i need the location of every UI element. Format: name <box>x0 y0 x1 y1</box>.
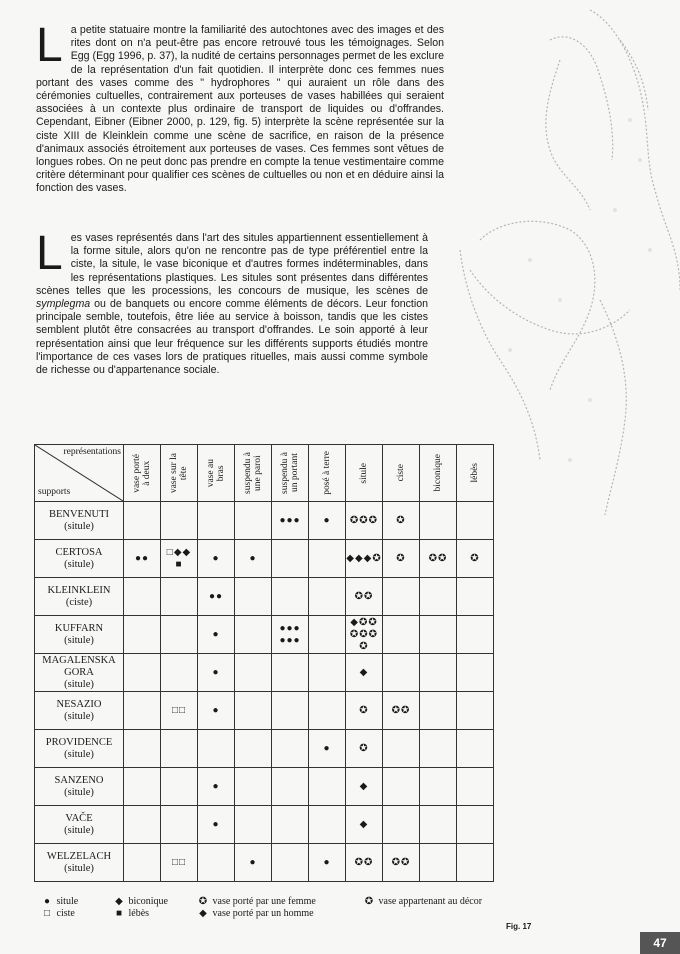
symbol-cell <box>198 502 235 540</box>
symbol-cell <box>124 844 161 882</box>
representation-table <box>34 444 494 882</box>
support-name: BENVENUTI <box>48 508 110 520</box>
symbol-cell <box>457 616 494 654</box>
symbol-cell <box>272 730 309 768</box>
symbol-cell <box>124 654 161 692</box>
symbol-cell <box>124 768 161 806</box>
symbol-cell <box>161 806 198 844</box>
page-number: 47 <box>640 932 680 954</box>
corner-top-label: représentations <box>63 447 121 457</box>
symbol-cell <box>309 654 346 692</box>
symbol-cell <box>272 692 309 730</box>
symbol-cell: ● <box>198 540 235 578</box>
symbol-cell <box>124 616 161 654</box>
symbol-cell: ◆ <box>346 654 383 692</box>
support-cell <box>35 578 124 616</box>
symbol-cell: ◆ <box>346 768 383 806</box>
column-header <box>235 445 272 502</box>
symbol-cell <box>383 578 420 616</box>
support-cell <box>35 616 124 654</box>
legend-item <box>112 896 168 907</box>
paragraph-1 <box>36 19 444 196</box>
symbol-cell <box>161 616 198 654</box>
legend-glyph: □ <box>43 908 51 919</box>
symbol-cell: ✪ <box>383 502 420 540</box>
column-header-label: ciste <box>396 464 406 482</box>
legend-item <box>196 896 316 907</box>
symbol-cell: □◆◆ ■ <box>161 540 198 578</box>
symbol-cell <box>383 616 420 654</box>
legend-label: vase appartenant au décor <box>378 896 483 907</box>
symbol-cell: ✪✪ <box>346 844 383 882</box>
symbol-cell <box>309 806 346 844</box>
support-name: CERTOSA <box>55 546 103 558</box>
drop-cap: L <box>36 19 63 72</box>
symbol-cell: ✪✪ <box>346 578 383 616</box>
symbol-cell <box>383 730 420 768</box>
symbol-cell <box>124 502 161 540</box>
symbol-cell <box>383 654 420 692</box>
legend-item <box>112 908 149 919</box>
legend-glyph: ✪ <box>364 896 374 907</box>
table-row <box>35 540 494 578</box>
symbol-cell <box>161 768 198 806</box>
support-type: (situle) <box>64 862 94 874</box>
symbol-cell <box>309 768 346 806</box>
symbol-cell <box>235 616 272 654</box>
symbol-cell: □□ <box>161 844 198 882</box>
support-type: (situle) <box>64 710 94 722</box>
support-type: (situle) <box>64 824 94 836</box>
symbol-cell <box>161 578 198 616</box>
symbol-cell <box>161 730 198 768</box>
corner-bottom-label: supports <box>38 487 71 497</box>
table-row <box>35 616 494 654</box>
column-header-label: vase sur la tête <box>169 452 189 494</box>
paragraph-1-text: a petite statuaire montre la familiarité des autochtones avec des images et des rites dont on n'a peut-être pas encore retrouvé tous les témoignages. Selon Egg (Egg 1996, p. 37), la nudité de certains personnages permet de les exclure de la représentation d'un fait quotidien. Il interprète donc ces femmes nues portant des vases comme des " hydrophores " qui auraient un rôle dans des cérémonies cultuelles, contrairement aux porteuses de vases habillées qui seraient associées à un contexte plus ordinaire de transport de liquides ou d'offrandes. Cependant, Eibner (Eibner 2000, p. 129, fig. 5) interprète la scène représentée sur la ciste XIII de Kleinklein comme une scène de sacrifice, en raison de la présence d'animaux associés étroitement aux porteuses de vases. Ces femmes sont vêtues de longues robes. On ne peut donc pas prendre en compte la tenue vestimentaire comme critère déterminant pour qualifier ces scènes de cultuelles ou non et en déduire ainsi la fonction des vases. <box>36 24 444 195</box>
support-cell <box>35 844 124 882</box>
symbol-cell <box>420 654 457 692</box>
symbol-cell: ◆✪✪ ✪✪✪ ✪ <box>346 616 383 654</box>
column-header <box>161 445 198 502</box>
symbol-cell: ✪✪✪ <box>346 502 383 540</box>
support-name: KUFFARN <box>54 622 104 634</box>
legend-label: vase porté par une femme <box>212 896 316 907</box>
legend-glyph: ◆ <box>199 908 207 919</box>
paragraph-2-text-b: ou de banquets ou encore comme éléments de décors. Leur fonction principale semble, toutefois, être liée au service à boisson, tandis que les cistes semblent plutôt être consacrées au transport d'offrandes. Le soin apporté à leur représentation ainsi que leur fréquence sur les différents supports étudiés montre l'importance de ces vases lors de pratiques rituelles, mais aussi comme symbole de richesse ou d'appartenance sociale. <box>36 298 428 377</box>
column-header <box>420 445 457 502</box>
column-header-label: suspendu à une paroi <box>243 452 263 494</box>
symbol-cell <box>420 844 457 882</box>
column-header <box>198 445 235 502</box>
column-header-label: lébès <box>470 463 480 483</box>
support-cell <box>35 692 124 730</box>
symbol-cell <box>235 692 272 730</box>
symbol-cell: ● <box>198 654 235 692</box>
symbol-cell <box>420 578 457 616</box>
support-type: (situle) <box>64 558 94 570</box>
symbol-cell <box>198 730 235 768</box>
legend-item <box>362 896 482 907</box>
symbol-cell <box>309 540 346 578</box>
legend-label: ciste <box>56 908 75 919</box>
column-header-label: vase au bras <box>206 458 226 488</box>
support-type: (situle) <box>64 678 94 690</box>
legend-label: lébès <box>128 908 150 919</box>
symbol-cell <box>457 578 494 616</box>
support-cell <box>35 540 124 578</box>
table-row <box>35 806 494 844</box>
table-row <box>35 844 494 882</box>
table-row <box>35 768 494 806</box>
legend-item <box>40 908 75 919</box>
symbol-cell: ●● <box>198 578 235 616</box>
paragraph-2-italic: symplegma <box>36 298 91 311</box>
symbol-cell <box>457 730 494 768</box>
column-header <box>457 445 494 502</box>
support-cell <box>35 768 124 806</box>
support-type: (ciste) <box>65 596 93 608</box>
symbol-cell <box>457 806 494 844</box>
symbol-cell <box>272 806 309 844</box>
support-name: WELZELACH <box>46 850 112 862</box>
symbol-cell <box>457 768 494 806</box>
support-cell <box>35 654 124 692</box>
table-row <box>35 730 494 768</box>
symbol-cell <box>420 768 457 806</box>
legend-glyph: ● <box>43 896 51 907</box>
drop-cap: L <box>36 227 63 280</box>
symbol-cell <box>198 844 235 882</box>
column-header <box>309 445 346 502</box>
symbol-cell <box>309 616 346 654</box>
paragraph-2 <box>36 227 428 377</box>
symbol-cell <box>420 502 457 540</box>
legend-label: vase porté par un homme <box>212 908 314 919</box>
column-header <box>272 445 309 502</box>
support-cell <box>35 806 124 844</box>
figure-table <box>34 444 494 882</box>
table-row <box>35 654 494 692</box>
table-header-row <box>35 445 494 502</box>
table-corner-cell <box>35 445 124 502</box>
symbol-cell <box>272 578 309 616</box>
column-header <box>124 445 161 502</box>
figure-label: Fig. 17 <box>506 922 532 931</box>
symbol-cell <box>309 578 346 616</box>
column-header-label: suspendu à un portant <box>280 452 300 494</box>
symbol-cell <box>383 806 420 844</box>
symbol-cell <box>124 806 161 844</box>
statuette-drawing-icon <box>440 0 680 520</box>
symbol-cell <box>161 654 198 692</box>
symbol-cell: ✪ <box>346 692 383 730</box>
symbol-cell <box>383 768 420 806</box>
symbol-cell <box>161 502 198 540</box>
symbol-cell <box>235 578 272 616</box>
column-header-label: biconique <box>433 454 443 492</box>
support-name: MAGALENSKA GORA <box>42 654 116 678</box>
symbol-cell: ●●● ●●● <box>272 616 309 654</box>
symbol-cell <box>457 654 494 692</box>
support-name: SANZENO <box>54 774 104 786</box>
support-type: (situle) <box>64 748 94 760</box>
column-header <box>346 445 383 502</box>
symbol-cell: ✪ <box>383 540 420 578</box>
legend-item <box>40 896 78 907</box>
symbol-cell <box>272 540 309 578</box>
symbol-cell: ✪✪ <box>383 692 420 730</box>
legend-glyph: ✪ <box>198 896 208 907</box>
symbol-cell <box>457 502 494 540</box>
symbol-cell <box>124 578 161 616</box>
symbol-cell <box>235 654 272 692</box>
table-row <box>35 692 494 730</box>
symbol-cell <box>124 692 161 730</box>
legend-item <box>196 908 314 919</box>
symbol-cell <box>309 692 346 730</box>
symbol-cell: ● <box>309 844 346 882</box>
support-name: PROVIDENCE <box>45 736 113 748</box>
symbol-cell: □□ <box>161 692 198 730</box>
symbol-cell: ● <box>235 540 272 578</box>
symbol-cell <box>272 654 309 692</box>
symbol-cell: ◆◆◆✪ <box>346 540 383 578</box>
column-header-label: vase porté à deux <box>132 453 152 493</box>
symbol-cell <box>457 692 494 730</box>
symbol-cell: ✪ <box>457 540 494 578</box>
symbol-cell: ◆ <box>346 806 383 844</box>
symbol-cell <box>124 730 161 768</box>
column-header-label: situle <box>359 462 369 484</box>
symbol-cell <box>235 768 272 806</box>
support-type: (situle) <box>64 634 94 646</box>
symbol-cell: ● <box>309 502 346 540</box>
support-name: NESAZIO <box>56 698 102 710</box>
support-name: VAČE <box>65 812 93 824</box>
support-type: (situle) <box>64 520 94 532</box>
legend-glyph: ■ <box>115 908 123 919</box>
symbol-cell <box>235 730 272 768</box>
symbol-cell: ✪✪ <box>383 844 420 882</box>
symbol-cell <box>235 502 272 540</box>
support-type: (situle) <box>64 786 94 798</box>
legend-label: biconique <box>128 896 168 907</box>
support-cell <box>35 502 124 540</box>
symbol-cell <box>420 806 457 844</box>
support-cell <box>35 730 124 768</box>
paragraph-2-text-a: es vases représentés dans l'art des situles appartiennent essentiellement à la forme situle, alors qu'on ne rencontre pas de type préférentiel entre la ciste, la situle, le vase biconique et d'autres formes indéterminables, dans les représentations plastiques. Les situles sont présentes dans différentes scènes telles que les processions, les concours de musique, les scènes de <box>36 232 428 297</box>
table-body <box>35 502 494 882</box>
symbol-cell <box>420 730 457 768</box>
symbol-cell <box>272 844 309 882</box>
paragraph-2-text <box>36 227 428 377</box>
symbol-cell: ● <box>235 844 272 882</box>
symbol-cell <box>420 692 457 730</box>
symbol-cell: ● <box>309 730 346 768</box>
symbol-cell: ● <box>198 616 235 654</box>
symbol-cell: ● <box>198 806 235 844</box>
table-row <box>35 578 494 616</box>
symbol-cell: ●●● <box>272 502 309 540</box>
symbol-cell: ✪✪ <box>420 540 457 578</box>
symbol-cell <box>272 768 309 806</box>
legend-glyph: ◆ <box>115 896 123 907</box>
symbol-cell: ●● <box>124 540 161 578</box>
support-name: KLEINKLEIN <box>47 584 111 596</box>
symbol-cell <box>235 806 272 844</box>
table-row <box>35 502 494 540</box>
symbol-cell <box>457 844 494 882</box>
symbol-cell <box>420 616 457 654</box>
symbol-cell: ● <box>198 768 235 806</box>
column-header-label: posé à terre <box>322 451 332 495</box>
legend-label: situle <box>56 896 79 907</box>
column-header <box>383 445 420 502</box>
symbol-cell: ✪ <box>346 730 383 768</box>
symbol-cell: ● <box>198 692 235 730</box>
